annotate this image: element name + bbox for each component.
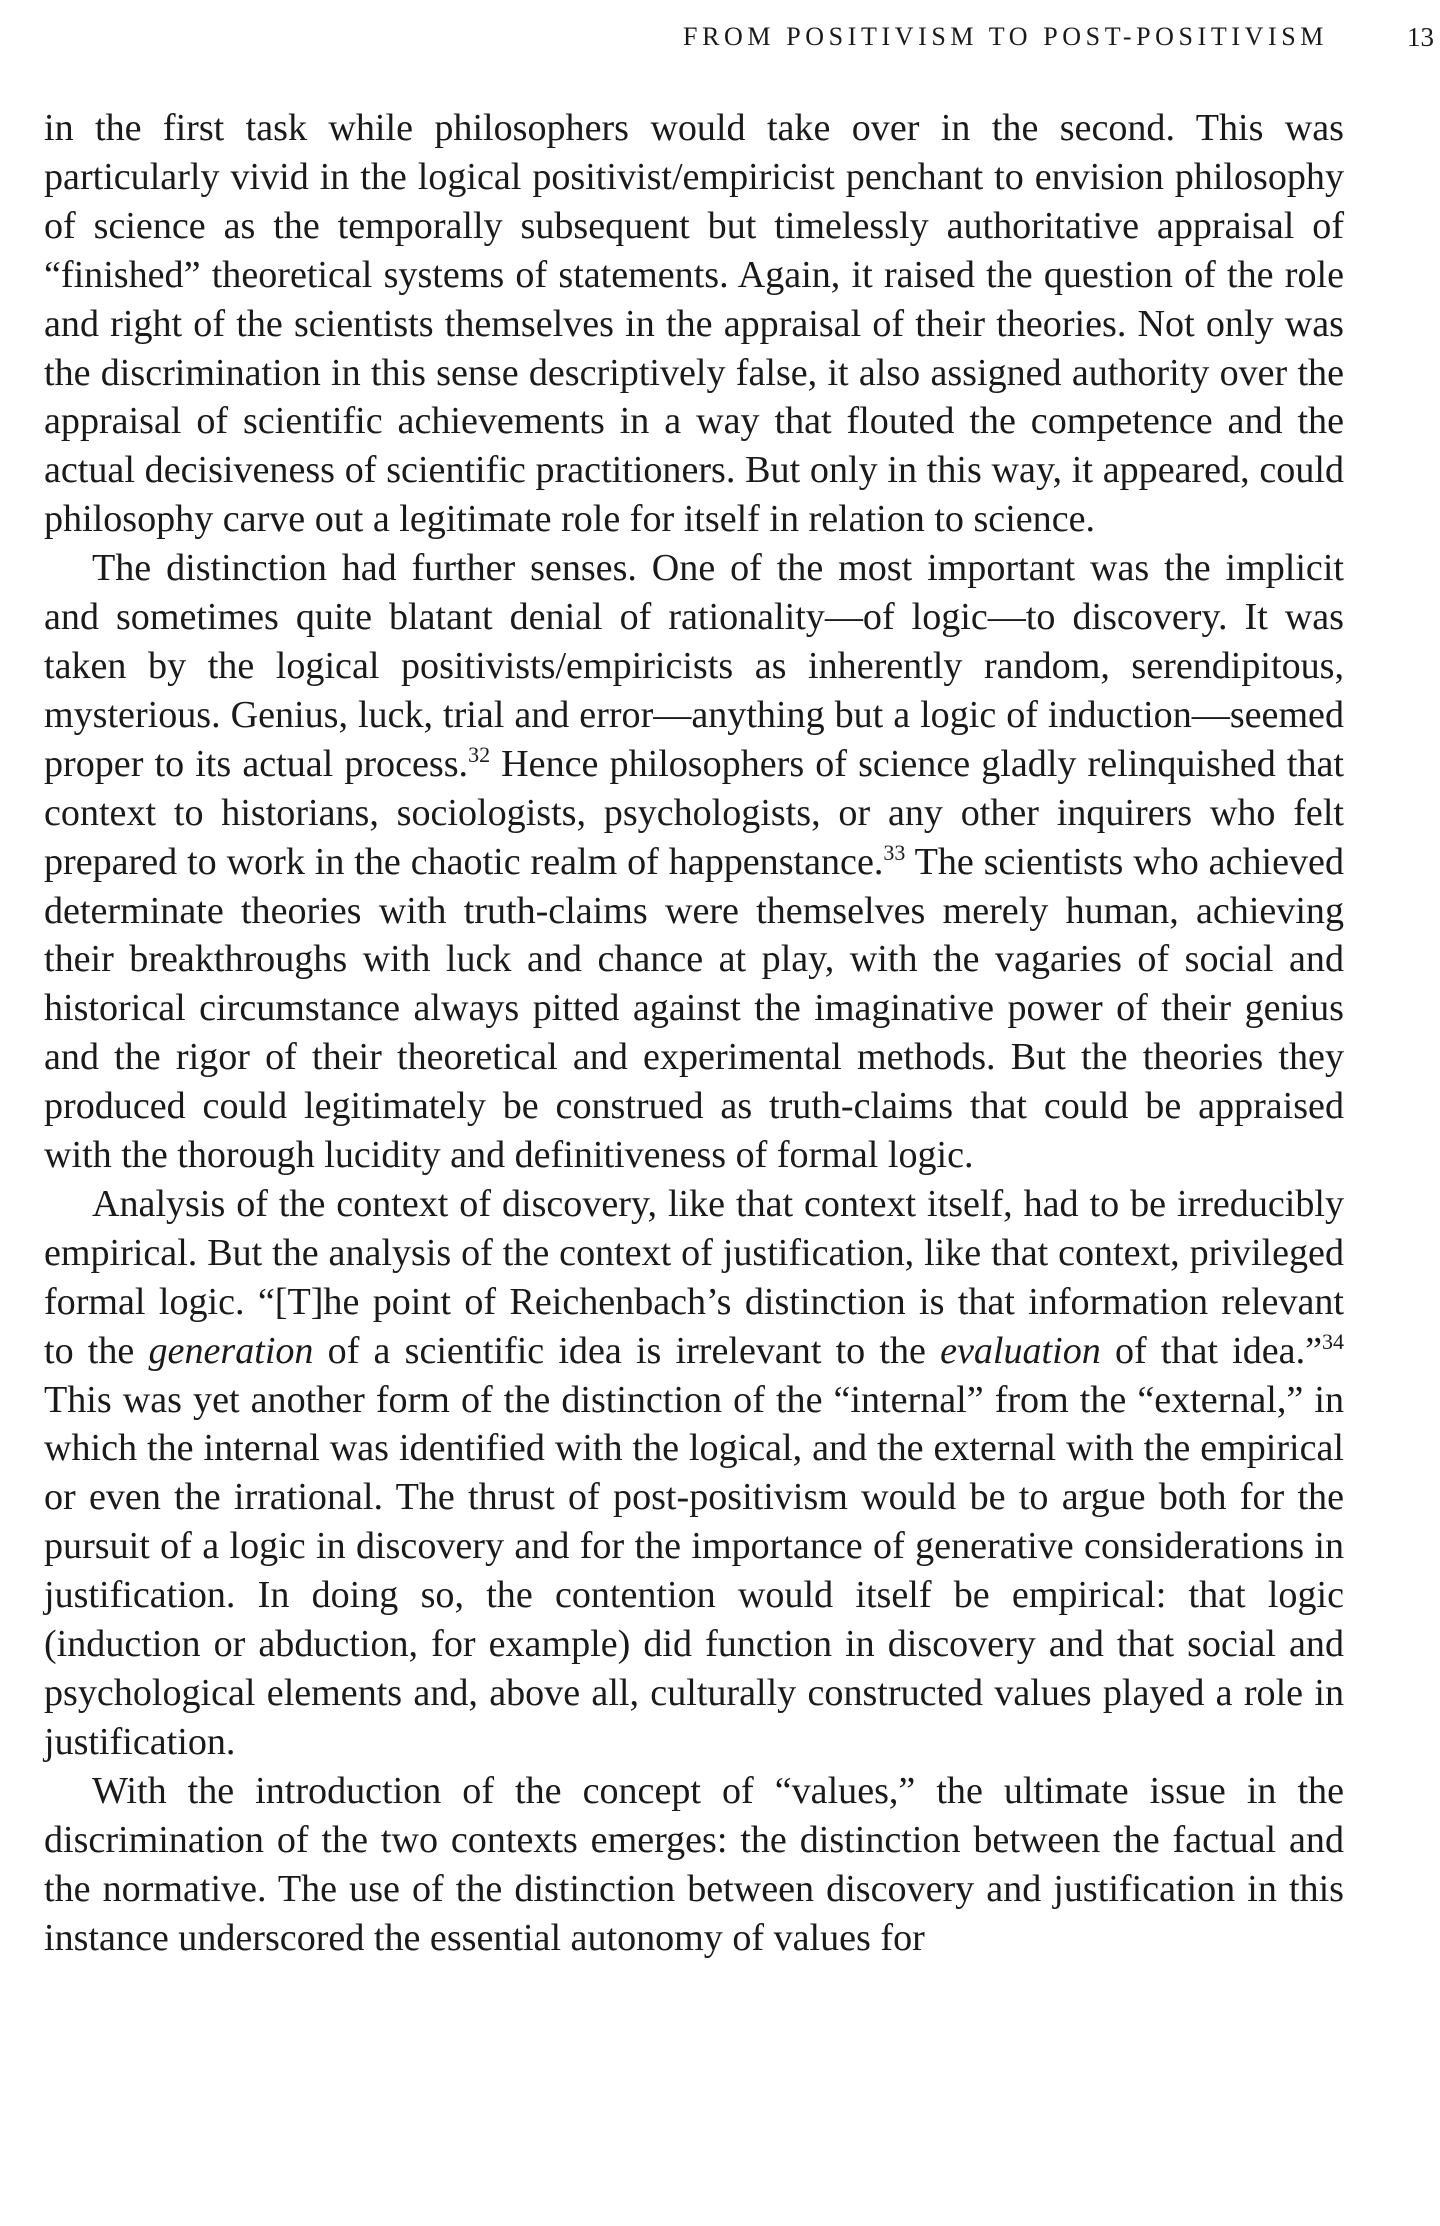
text-run: This was yet another form of the distinction of the “internal” from the “external,” in which the internal was identified with the logical, and the external with the empirical or even the irrational. The thrust of post-positivism would be to argue both for the pursuit of a logic in discovery and for the importance of generative considerations in justification. In doing so, the contention would itself be empirical: that logic (induction or abduction, for example) did function in discovery and that social and psychological elements and, above all, culturally constructed values played a role in justification. [44,1378,1344,1763]
italic-term: generation [148,1329,314,1372]
paragraph [44,104,1344,544]
body-text [44,104,1344,1962]
text-run: With the introduction of the concept of “values,” the ultimate issue in the discrimination of the two contexts emerges: the distinction between the factual and the normative. The use of the distinction between discovery and justification in this instance underscored the essential autonomy of values for [44,1769,1344,1959]
paragraph [44,544,1344,1180]
text-run: of that idea.” [1100,1329,1322,1372]
running-head [44,22,1434,62]
text-run: The distinction had further senses. One of the most important was the implicit and sometimes quite blatant denial of rationality—of logic—to discovery. It was taken by the logical positivists/empiricists as inherently random, serendipitous, mysterious. Genius, luck, trial and error—anything but a logic of induction—seemed proper to its actual process. [44,547,1344,785]
text-run: in the first task while philosophers would take over in the second. This was particularly vivid in the logical positivist/empiricist penchant to envision philosophy of science as the temporally subsequent but timelessly authoritative appraisal of “finished” theoretical systems of statements. Again, it raised the question of the role and right of the scientists themselves in the appraisal of their theories. Not only was the discrimination in this sense descriptively false, it also assigned authority over the appraisal of scientific achievements in a way that flouted the competence and the actual decisiveness of scientific practitioners. But only in this way, it appeared, could philosophy carve out a legitimate role for itself in relation to science. [44,107,1344,541]
paragraph [44,1180,1344,1767]
footnote-marker[interactable]: 33 [883,839,906,865]
text-run: of a scientific idea is irrelevant to the [313,1329,941,1372]
italic-term: evaluation [940,1329,1101,1372]
text-run: Analysis of the context of discovery, like that context itself, had to be irreducibly empirical. But the analysis of the context of justification, like that context, privileged formal logic. “[T]he point of Reichenbach’s distinction is that information relevant to the [44,1182,1344,1372]
running-title: FROM POSITIVISM TO POST-POSITIVISM [683,22,1328,51]
footnote-marker[interactable]: 32 [468,741,491,767]
text-run: Hence philosophers of science gladly relinquished that context to historians, sociologists, psychologists, or any other inquirers who felt prepared to work in the chaotic realm of happenstance. [44,742,1344,883]
paragraph [44,1767,1344,1963]
footnote-marker[interactable]: 34 [1322,1328,1344,1354]
book-page [44,0,1434,2226]
text-run: The scientists who achieved determinate theories with truth-claims were themselves merely human, achieving their breakthroughs with luck and chance at play, with the vagaries of social and historical circumstance always pitted against the imaginative power of their genius and the rigor of their theoretical and experimental methods. But the theories they produced could legitimately be construed as truth-claims that could be appraised with the thorough lucidity and definitiveness of formal logic. [44,840,1344,1177]
page-number: 13 [1407,22,1434,52]
